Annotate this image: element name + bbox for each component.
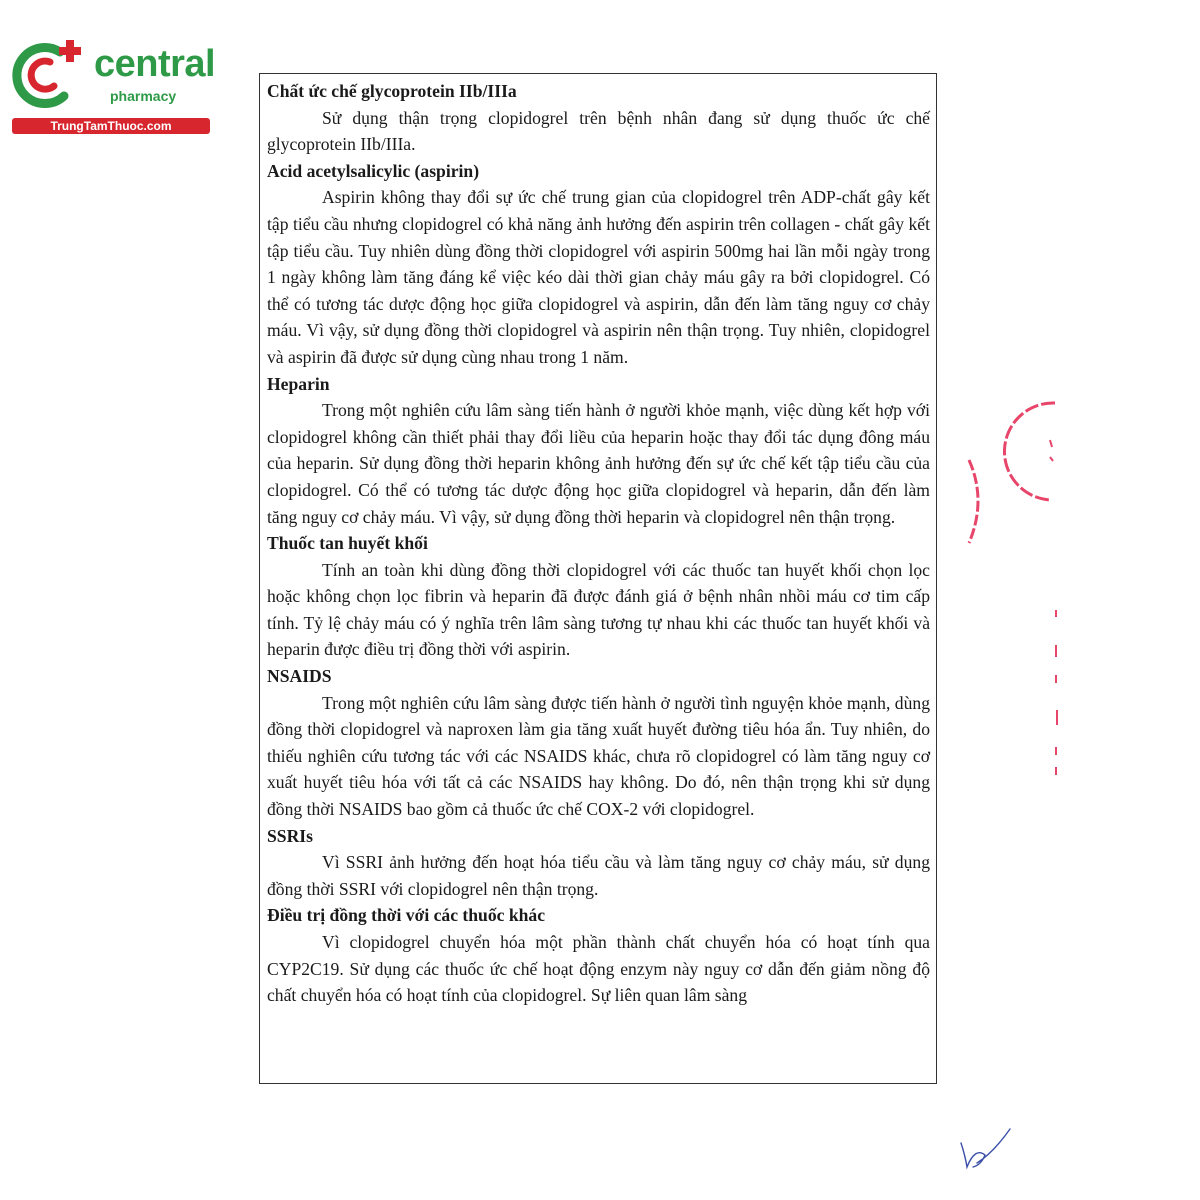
section-heading: Heparin <box>267 373 330 394</box>
section-glycoprotein <box>267 78 930 158</box>
red-stamp-fragment <box>955 395 1065 785</box>
section-thrombolytics <box>267 530 930 663</box>
section-paragraph: Aspirin không thay đổi sự ức chế trung gian của clopidogrel trên ADP-chất gây kết tập tiểu cầu nhưng clopidogrel có khả năng ảnh hưởng đến aspirin trên collagen - chất gây kết tập tiểu cầu. Tuy nhiên dùng đồng thời clopidogrel với aspirin 500mg hai lần mỗi ngày trong 1 ngày không làm tăng đáng kể việc kéo dài thời gian chảy máu gây ra bởi clopidogrel. Có thể có tương tác dược động học giữa clopidogrel và aspirin, dẫn đến làm tăng nguy cơ chảy máu. Vì vậy, sử dụng đồng thời clopidogrel và aspirin nên thận trọng. Tuy nhiên, clopidogrel và aspirin đã được sử dụng cùng nhau trong 1 năm. <box>267 187 930 367</box>
section-heading: NSAIDS <box>267 666 332 687</box>
logo-subtitle: pharmacy <box>110 88 177 104</box>
section-heading: Thuốc tan huyết khối <box>267 533 428 554</box>
section-ssris <box>267 823 930 903</box>
central-pharmacy-logo <box>10 38 220 138</box>
logo-mark-icon <box>10 38 90 114</box>
section-heading: Acid acetylsalicylic (aspirin) <box>267 160 480 181</box>
section-paragraph: Vì clopidogrel chuyển hóa một phần thành chất chuyển hóa có hoạt tính qua CYP2C19. Sử dụng các thuốc ức chế hoạt động enzym này nguy cơ dẫn đến giảm nồng độ chất chuyển hóa có hoạt tính của clopidogrel. Sự liên quan lâm sàng <box>267 932 930 1006</box>
section-nsaids <box>267 663 930 823</box>
logo-website: TrungTamThuoc.com <box>12 118 210 134</box>
logo-brand: central <box>94 43 216 85</box>
document-body <box>259 73 937 1084</box>
section-aspirin <box>267 158 930 371</box>
section-heading: Điều trị đồng thời với các thuốc khác <box>267 905 546 926</box>
section-paragraph: Vì SSRI ảnh hưởng đến hoạt hóa tiểu cầu và làm tăng nguy cơ chảy máu, sử dụng đồng thời SSRI với clopidogrel nên thận trọng. <box>267 852 930 899</box>
section-heading: SSRIs <box>267 825 313 846</box>
section-paragraph: Trong một nghiên cứu lâm sàng tiến hành ở người khỏe mạnh, việc dùng kết hợp với clopidogrel không cần thiết phải thay đổi liều của heparin hoặc thay đổi tác dụng đông máu của heparin. Sử dụng đồng thời heparin không ảnh hưởng đến sự ức chế kết tập tiểu cầu của clopidogrel. Có thể có tương tác dược động học giữa clopidogrel và heparin, dẫn đến làm tăng nguy cơ chảy máu. Vì vậy, sử dụng đồng thời heparin và clopidogrel nên thận trọng. <box>267 400 930 527</box>
signature-initial-icon <box>955 1125 1015 1175</box>
section-paragraph: Sử dụng thận trọng clopidogrel trên bệnh nhân đang sử dụng thuốc ức chế glycoprotein IIb/IIIa. <box>267 107 930 155</box>
section-heading: Chất ức chế glycoprotein IIb/IIIa <box>267 81 517 101</box>
section-paragraph: Trong một nghiên cứu lâm sàng được tiến hành ở người tình nguyện khỏe mạnh, dùng đồng thời clopidogrel và naproxen làm gia tăng xuất huyết đường tiêu hóa ẩn. Tuy nhiên, do thiếu nghiên cứu tương tác với các NSAIDS khác, chưa rõ clopidogrel có làm tăng nguy cơ xuất huyết tiêu hóa với tất cả các NSAIDS hay không. Do đó, nên thận trọng khi sử dụng đồng thời NSAIDS bao gồm cả thuốc ức chế COX-2 với clopidogrel. <box>267 692 930 820</box>
section-other-drugs <box>267 902 930 1008</box>
section-heparin <box>267 371 930 531</box>
section-paragraph: Tính an toàn khi dùng đồng thời clopidogrel với các thuốc tan huyết khối chọn lọc hoặc không chọn lọc fibrin và heparin đã được đánh giá ở bệnh nhân nhồi máu cơ tim cấp tính. Tỷ lệ chảy máu có ý nghĩa trên lâm sàng tương tự nhau khi các thuốc tan huyết khối và heparin được điều trị đồng thời với aspirin. <box>267 559 930 660</box>
